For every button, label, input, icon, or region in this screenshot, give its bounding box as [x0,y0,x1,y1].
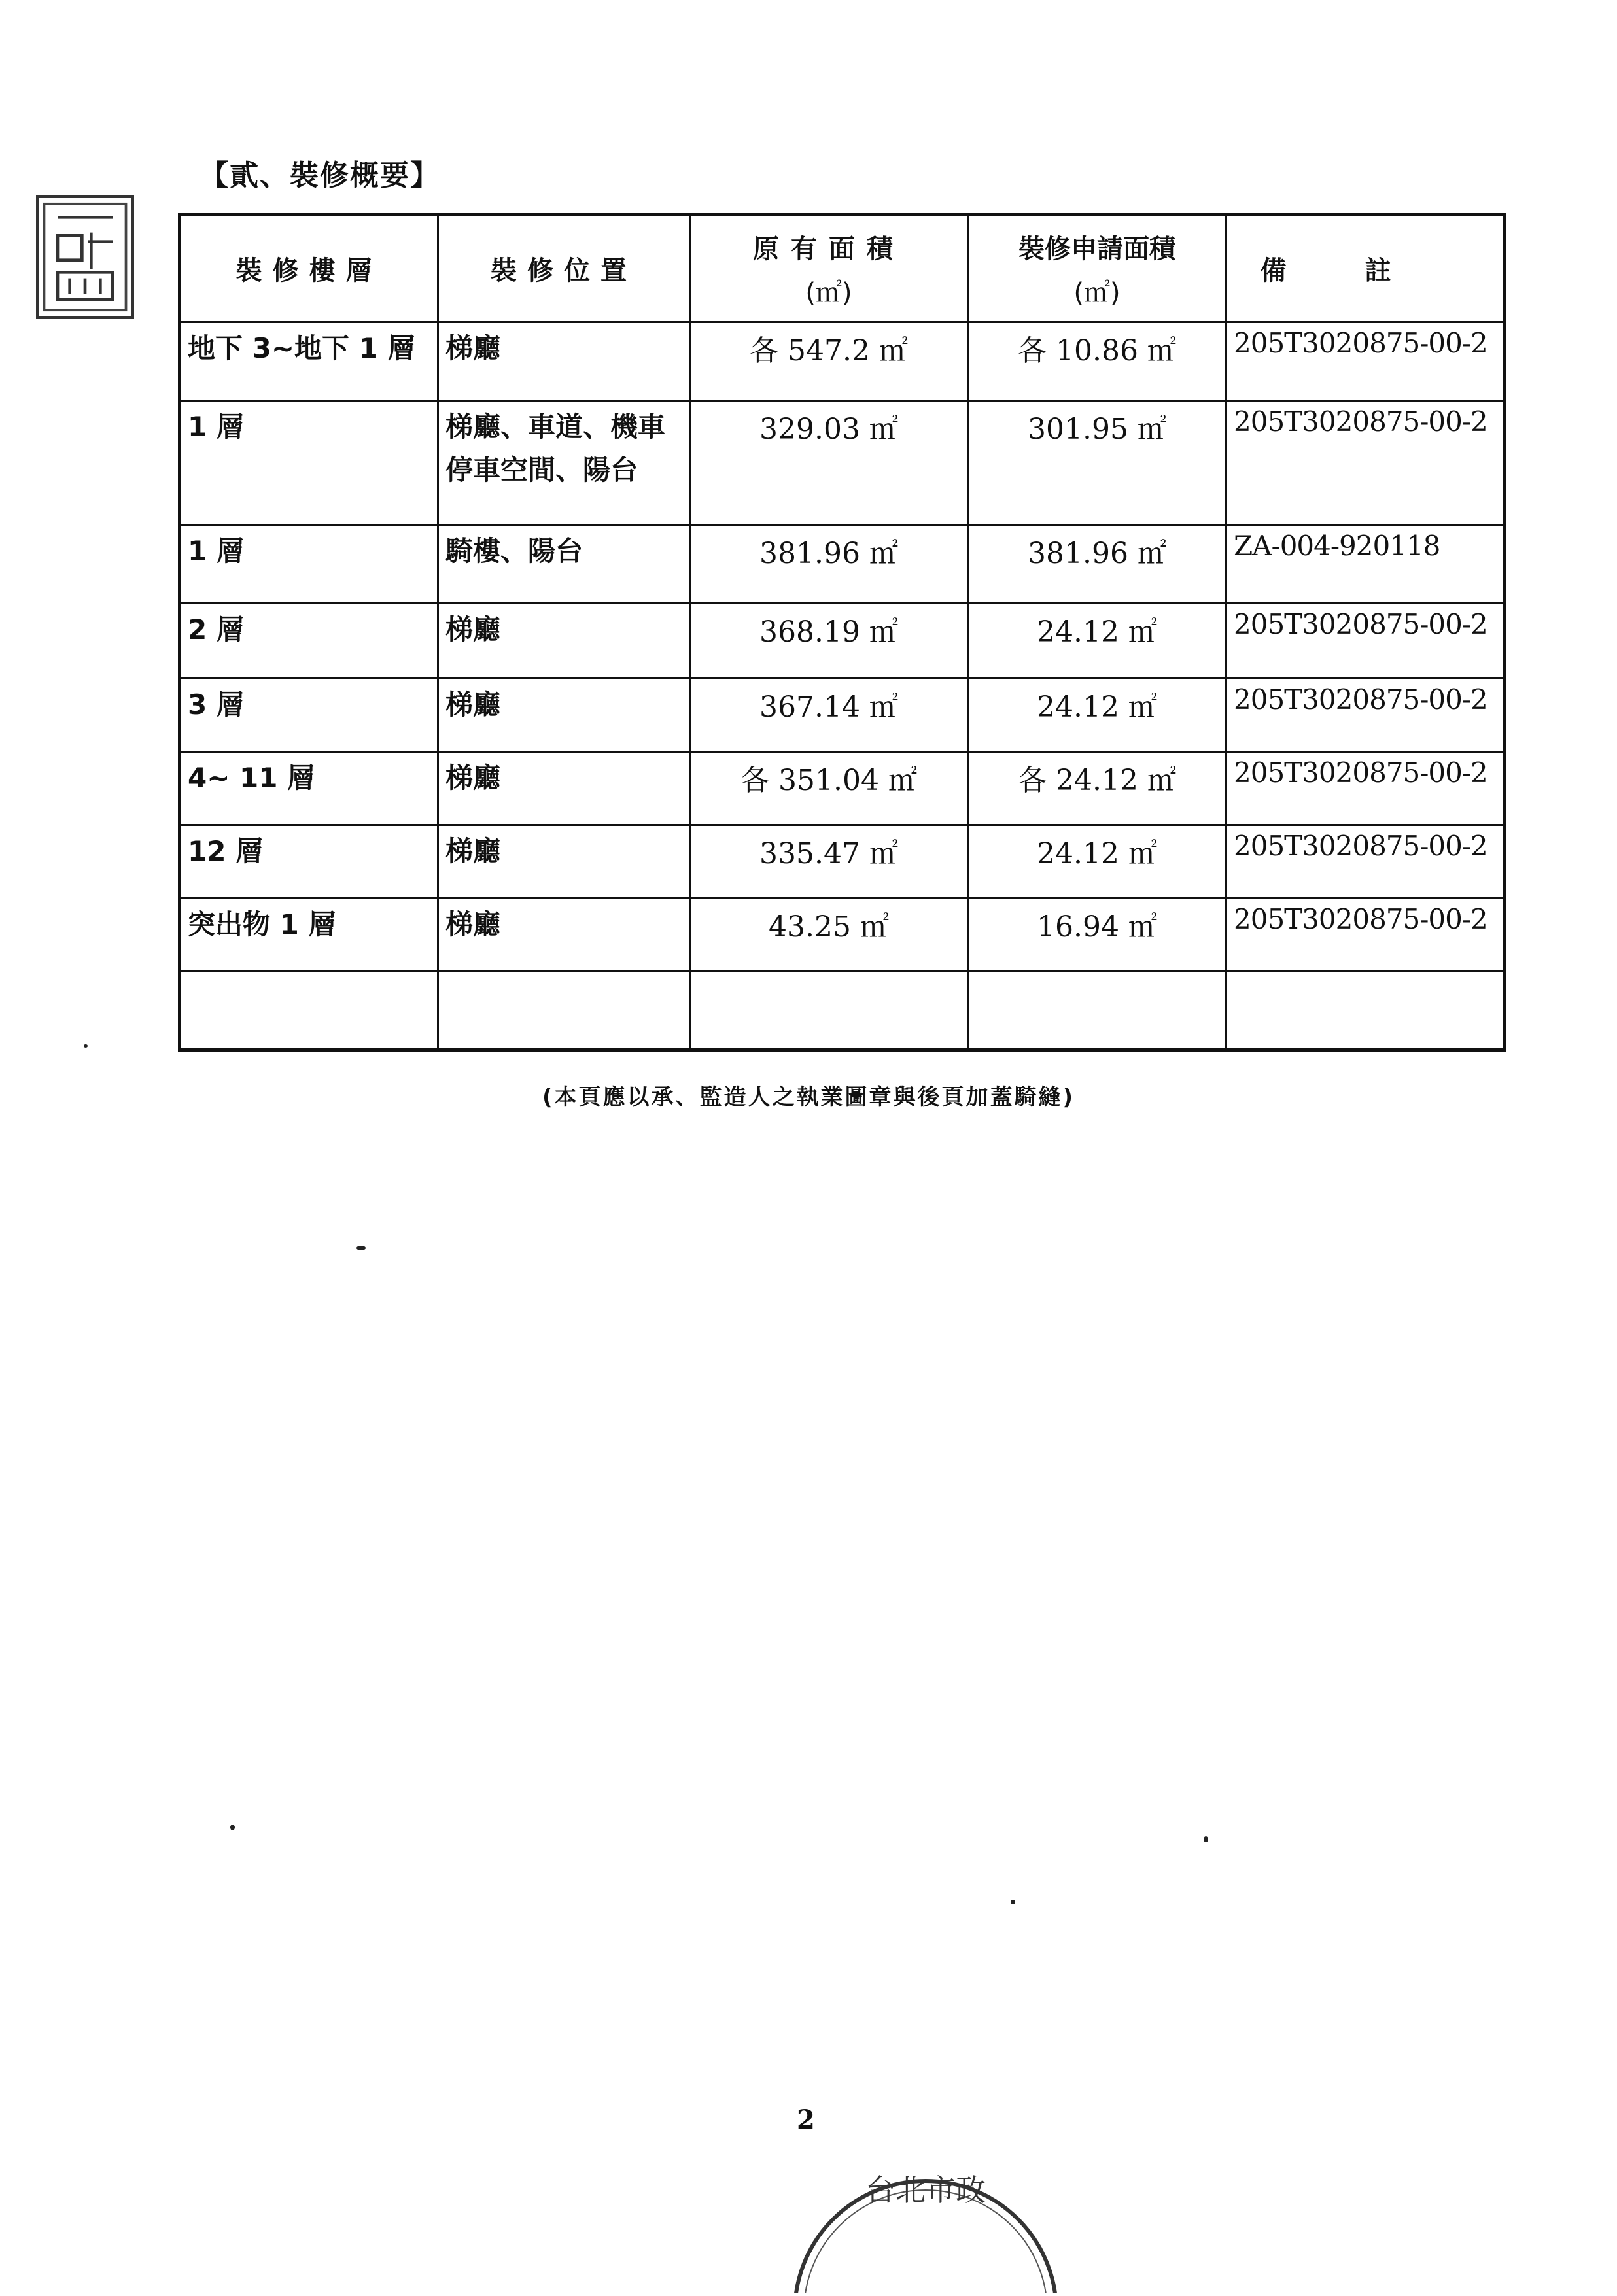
cell-original-area: 各 351.04 ㎡ [690,752,968,825]
cell-applied-area: 381.96 ㎡ [968,525,1226,604]
cell-location: 梯廳 [438,752,690,825]
cell-note: 205T3020875-00-2 [1226,899,1504,972]
cell-applied-area: 16.94 ㎡ [968,899,1226,972]
cell-location: 騎樓、陽台 [438,525,690,604]
cell-empty [438,972,690,1050]
seal-stamp-icon [36,195,134,319]
header-original-area-label: 原有面積 [753,233,905,264]
cell-location: 梯廳 [438,825,690,899]
header-applied-area [968,214,1226,322]
cell-location: 梯廳 [438,322,690,401]
renovation-summary-table [178,213,1506,1052]
cell-original-area: 367.14 ㎡ [690,679,968,752]
cell-floor: 1 層 [180,401,438,525]
cell-applied-area: 301.95 ㎡ [968,401,1226,525]
cell-applied-area: 24.12 ㎡ [968,825,1226,899]
table-row [180,525,1504,604]
cell-location: 梯廳 [438,604,690,679]
round-official-seal-icon [788,2089,1063,2293]
cell-note: 205T3020875-00-2 [1226,401,1504,525]
section-heading: 【貳、裝修概要】 [200,159,440,192]
cell-original-area: 329.03 ㎡ [690,401,968,525]
table-row [180,752,1504,825]
cell-empty [180,972,438,1050]
cell-empty [1226,972,1504,1050]
cell-applied-area: 24.12 ㎡ [968,604,1226,679]
table-row [180,825,1504,899]
table-row-empty [180,972,1504,1050]
cell-floor: 地下 3~地下 1 層 [180,322,438,401]
table-row [180,604,1504,679]
header-floor: 裝修樓層 [180,214,438,322]
cell-location: 梯廳、車道、機車停車空間、陽台 [438,401,690,525]
header-applied-area-unit: (㎡) [1073,277,1121,308]
cell-location: 梯廳 [438,679,690,752]
cell-note: 205T3020875-00-2 [1226,679,1504,752]
cell-empty [968,972,1226,1050]
table-row [180,899,1504,972]
cell-floor: 2 層 [180,604,438,679]
cell-floor: 1 層 [180,525,438,604]
table-row [180,322,1504,401]
table-header-row [180,214,1504,322]
scan-speck [84,1044,88,1048]
cell-applied-area: 24.12 ㎡ [968,679,1226,752]
header-applied-area-label: 裝修申請面積 [1018,233,1175,264]
cell-floor: 4~ 11 層 [180,752,438,825]
header-original-area-unit: (㎡) [805,277,852,308]
cell-location: 梯廳 [438,899,690,972]
cell-floor: 12 層 [180,825,438,899]
scan-speck [356,1246,366,1250]
cell-note: ZA-004-920118 [1226,525,1504,604]
header-note: 備註 [1226,214,1504,322]
cell-empty [690,972,968,1050]
header-location: 裝修位置 [438,214,690,322]
scan-speck [1011,1900,1015,1904]
table-row [180,679,1504,752]
header-original-area [690,214,968,322]
cell-original-area: 各 547.2 ㎡ [690,322,968,401]
cell-floor: 3 層 [180,679,438,752]
table-row [180,401,1504,525]
cell-original-area: 368.19 ㎡ [690,604,968,679]
cell-applied-area: 各 24.12 ㎡ [968,752,1226,825]
cell-original-area: 335.47 ㎡ [690,825,968,899]
cell-note: 205T3020875-00-2 [1226,825,1504,899]
seal-text: 台北市政 [865,2172,986,2208]
cell-original-area: 43.25 ㎡ [690,899,968,972]
scan-speck [230,1825,235,1830]
scan-speck [1204,1836,1208,1842]
footnote: (本頁應以承、監造人之執業圖章與後頁加蓋騎縫) [542,1084,1075,1110]
cell-note: 205T3020875-00-2 [1226,322,1504,401]
cell-original-area: 381.96 ㎡ [690,525,968,604]
cell-note: 205T3020875-00-2 [1226,604,1504,679]
cell-note: 205T3020875-00-2 [1226,752,1504,825]
page-number: 2 [797,2104,815,2135]
cell-floor: 突出物 1 層 [180,899,438,972]
cell-applied-area: 各 10.86 ㎡ [968,322,1226,401]
